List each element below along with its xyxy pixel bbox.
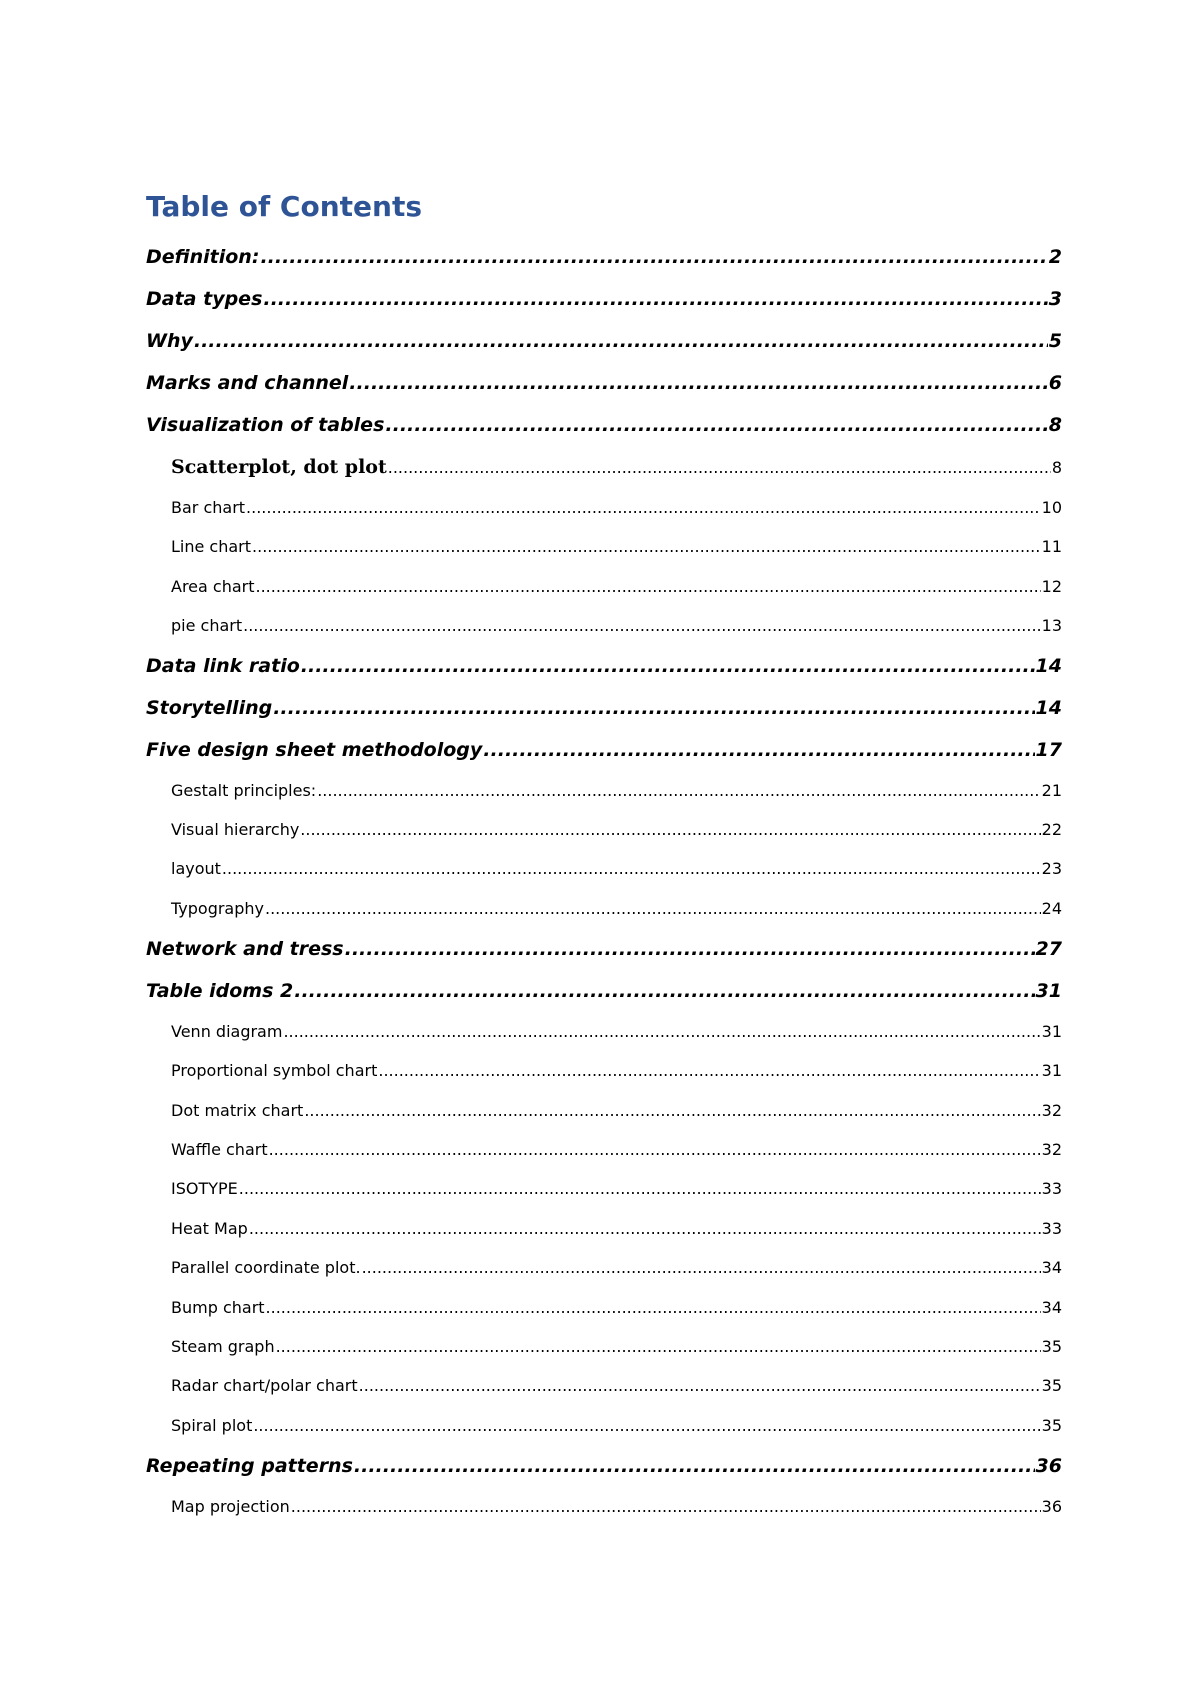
toc-entry-radar-chart[interactable] <box>171 1376 1062 1395</box>
toc-entry-text: Dot matrix chart <box>171 1101 304 1120</box>
toc-entry-text: Gestalt principles: <box>171 781 317 800</box>
dot-leader <box>283 1022 1040 1041</box>
toc-entry-dot-matrix-chart[interactable] <box>171 1101 1062 1120</box>
dot-leader <box>256 577 1041 596</box>
toc-entry-data-types[interactable] <box>146 288 1062 311</box>
toc-entry-line-chart[interactable] <box>171 537 1062 556</box>
dot-leader <box>294 980 1034 1003</box>
dot-leader <box>194 330 1048 353</box>
toc-page-number: 32 <box>1041 1140 1062 1159</box>
toc-entry-network-and-tress[interactable] <box>146 938 1062 961</box>
toc-entry-layout[interactable] <box>171 859 1062 878</box>
toc-page-number: 31 <box>1041 1061 1062 1080</box>
toc-page-number: 8 <box>1048 414 1062 436</box>
dot-leader <box>349 372 1047 395</box>
dot-leader <box>252 537 1041 556</box>
toc-entry-gestalt-principles[interactable] <box>171 781 1062 800</box>
toc-page-number: 33 <box>1041 1179 1062 1198</box>
dot-leader <box>378 1061 1040 1080</box>
toc-page-number: 5 <box>1048 330 1062 352</box>
toc-page-number: 35 <box>1041 1416 1062 1435</box>
toc-entry-text: Storytelling <box>146 697 273 719</box>
toc-entry-parallel-coordinate-plot[interactable] <box>171 1258 1062 1277</box>
toc-entry-visual-hierarchy[interactable] <box>171 820 1062 839</box>
dot-leader <box>483 739 1034 762</box>
toc-entry-text: Visualization of tables <box>146 414 385 436</box>
toc-entry-text: Typography <box>171 899 264 918</box>
toc-entry-text: Venn diagram <box>171 1022 283 1041</box>
toc-entry-text: Data link ratio <box>146 655 300 677</box>
toc-entry-text: Definition: <box>146 246 260 268</box>
toc-entry-text: Parallel coordinate plot. <box>171 1258 361 1277</box>
toc-page-number: 34 <box>1041 1258 1062 1277</box>
toc-entry-why[interactable] <box>146 330 1062 353</box>
dot-leader <box>246 498 1041 517</box>
toc-entry-bump-chart[interactable] <box>171 1298 1062 1317</box>
toc-entry-waffle-chart[interactable] <box>171 1140 1062 1159</box>
toc-entry-five-design-sheet[interactable] <box>146 739 1062 762</box>
toc-entry-text: Area chart <box>171 577 255 596</box>
toc-page-number: 24 <box>1041 899 1062 918</box>
toc-page-number: 14 <box>1035 697 1062 719</box>
toc-entry-text: Table idoms 2 <box>146 980 294 1002</box>
toc-entry-marks-and-channel[interactable] <box>146 372 1062 395</box>
toc-page-number: 33 <box>1041 1219 1062 1238</box>
toc-page-number: 35 <box>1041 1337 1062 1356</box>
dot-leader <box>388 458 1051 477</box>
toc-entry-text: Map projection <box>171 1497 290 1516</box>
dot-leader <box>300 820 1040 839</box>
toc-page-number: 22 <box>1041 820 1062 839</box>
toc-entry-text: Data types <box>146 288 263 310</box>
dot-leader <box>263 288 1047 311</box>
toc-entry-text: Visual hierarchy <box>171 820 300 839</box>
toc-entry-text: Heat Map <box>171 1219 248 1238</box>
dot-leader <box>239 1179 1041 1198</box>
toc-entry-text: Scatterplot, dot plot <box>171 456 387 478</box>
toc-entry-scatterplot[interactable] <box>171 456 1062 479</box>
toc-entry-venn-diagram[interactable] <box>171 1022 1062 1041</box>
dot-leader <box>301 655 1035 678</box>
toc-entry-text: Line chart <box>171 537 252 556</box>
toc-page-number: 31 <box>1035 980 1062 1002</box>
toc-entry-text: Marks and channel <box>146 372 349 394</box>
toc-entry-map-projection[interactable] <box>171 1497 1062 1516</box>
dot-leader <box>345 938 1035 961</box>
dot-leader <box>385 414 1047 437</box>
toc-entry-storytelling[interactable] <box>146 697 1062 720</box>
toc-entry-heat-map[interactable] <box>171 1219 1062 1238</box>
toc-entry-text: Why <box>146 330 193 352</box>
toc-page-number: 6 <box>1048 372 1062 394</box>
toc-entry-area-chart[interactable] <box>171 577 1062 596</box>
toc-page-number: 23 <box>1041 859 1062 878</box>
toc-page-number: 35 <box>1041 1376 1062 1395</box>
dot-leader <box>266 1298 1041 1317</box>
toc-page-number: 36 <box>1035 1455 1062 1477</box>
toc-entry-spiral-plot[interactable] <box>171 1416 1062 1435</box>
toc-page-number: 32 <box>1041 1101 1062 1120</box>
dot-leader <box>317 781 1040 800</box>
toc-page-number: 34 <box>1041 1298 1062 1317</box>
toc-page-number: 21 <box>1041 781 1062 800</box>
toc-entry-text: Bump chart <box>171 1298 265 1317</box>
toc-page-number: 14 <box>1035 655 1062 677</box>
toc-page-number: 36 <box>1041 1497 1062 1516</box>
toc-entry-typography[interactable] <box>171 899 1062 918</box>
toc-entry-text: layout <box>171 859 221 878</box>
dot-leader <box>269 1140 1041 1159</box>
toc-page-number: 12 <box>1041 577 1062 596</box>
toc-page-number: 11 <box>1041 537 1062 556</box>
toc-entry-text: Five design sheet methodology <box>146 739 483 761</box>
toc-entry-definition[interactable] <box>146 246 1062 269</box>
toc-entry-text: Steam graph <box>171 1337 275 1356</box>
toc-page-number: 27 <box>1035 938 1062 960</box>
toc-page-number: 8 <box>1051 458 1062 477</box>
dot-leader <box>359 1376 1041 1395</box>
toc-entry-text: ISOTYPE <box>171 1179 238 1198</box>
dot-leader <box>273 697 1034 720</box>
dot-leader <box>260 246 1047 269</box>
toc-entry-data-link-ratio[interactable] <box>146 655 1062 678</box>
dot-leader <box>243 616 1041 635</box>
toc-entry-text: Network and tress <box>146 938 344 960</box>
dot-leader <box>249 1219 1041 1238</box>
toc-entry-visualization-of-tables[interactable] <box>146 414 1062 437</box>
dot-leader <box>253 1416 1040 1435</box>
toc-entry-proportional-symbol-chart[interactable] <box>171 1061 1062 1080</box>
toc-page-number: 13 <box>1041 616 1062 635</box>
toc-entry-text: Repeating patterns <box>146 1455 353 1477</box>
dot-leader <box>291 1497 1041 1516</box>
dot-leader <box>354 1455 1035 1478</box>
toc-entry-text: Waffle chart <box>171 1140 268 1159</box>
toc-entry-text: pie chart <box>171 616 243 635</box>
toc-page-number: 10 <box>1041 498 1062 517</box>
dot-leader <box>276 1337 1041 1356</box>
dot-leader <box>304 1101 1040 1120</box>
toc-entry-text: Spiral plot <box>171 1416 253 1435</box>
toc-entry-table-idoms-2[interactable] <box>146 980 1062 1003</box>
toc-entry-repeating-patterns[interactable] <box>146 1455 1062 1478</box>
toc-page-number: 17 <box>1035 739 1062 761</box>
toc-entry-text: Proportional symbol chart <box>171 1061 378 1080</box>
dot-leader <box>362 1258 1041 1277</box>
toc-entry-steam-graph[interactable] <box>171 1337 1062 1356</box>
toc-title: Table of Contents <box>146 190 423 223</box>
dot-leader <box>265 899 1041 918</box>
toc-entry-bar-chart[interactable] <box>171 498 1062 517</box>
toc-page-number: 2 <box>1048 246 1062 268</box>
dot-leader <box>222 859 1041 878</box>
toc-entry-text: Bar chart <box>171 498 246 517</box>
toc-entry-text: Radar chart/polar chart <box>171 1376 358 1395</box>
toc-page-number: 3 <box>1048 288 1062 310</box>
toc-entry-pie-chart[interactable] <box>171 616 1062 635</box>
toc-entry-isotype[interactable] <box>171 1179 1062 1198</box>
toc-page-number: 31 <box>1041 1022 1062 1041</box>
